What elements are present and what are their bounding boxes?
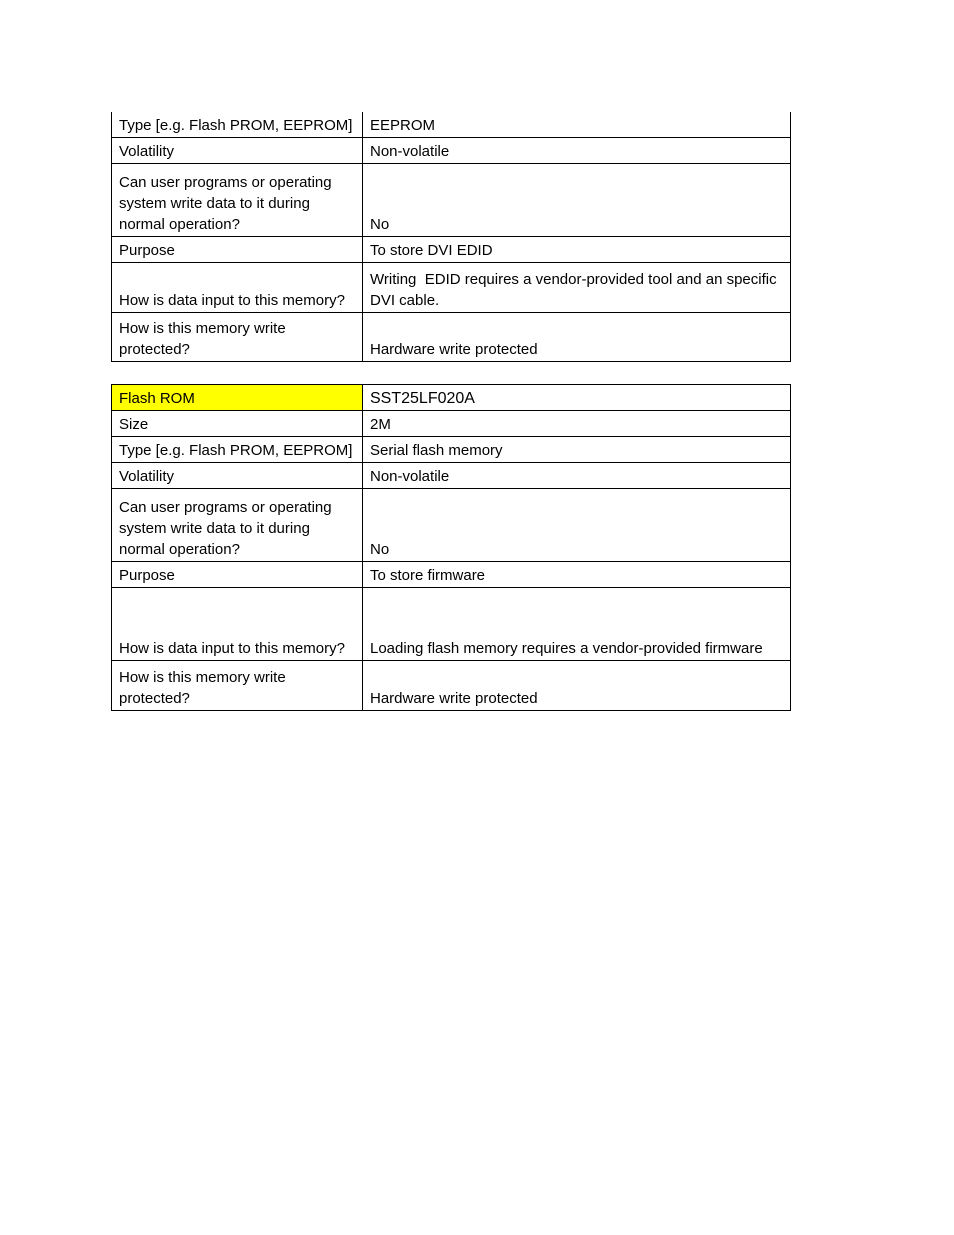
row-label-volatility: Volatility [112,137,363,163]
row-value-user-write: No [363,163,791,236]
row-value-user-write: No [363,489,791,562]
table-header-row [112,385,791,411]
table-row [112,489,791,562]
row-value-size: 2M [363,411,791,437]
row-value-purpose: To store DVI EDID [363,236,791,262]
table-row [112,562,791,588]
table-row [112,163,791,236]
table-row [112,411,791,437]
row-value-type: Serial flash memory [363,437,791,463]
row-value-write-protection: Hardware write protected [363,661,791,711]
row-value-volatility: Non-volatile [363,137,791,163]
table-row [112,463,791,489]
table-row [112,312,791,361]
row-value-write-protection: Hardware write protected [363,312,791,361]
table-row [112,112,791,137]
row-label-data-input: How is data input to this memory? [112,588,363,661]
row-label-user-write: Can user programs or operating system write data to it during normal operation? [112,163,363,236]
row-label-volatility: Volatility [112,463,363,489]
row-value-data-input: Loading flash memory requires a vendor-provided firmware [363,588,791,661]
row-label-data-input: How is data input to this memory? [112,262,363,312]
table-row [112,588,791,661]
row-label-purpose: Purpose [112,236,363,262]
row-label-user-write: Can user programs or operating system write data to it during normal operation? [112,489,363,562]
row-label-write-protection: How is this memory write protected? [112,661,363,711]
row-label-write-protection: How is this memory write protected? [112,312,363,361]
part-number: SST25LF020A [363,385,791,411]
table-row [112,262,791,312]
eeprom-memory-table [111,112,791,362]
row-label-type: Type [e.g. Flash PROM, EEPROM] [112,437,363,463]
table-row [112,437,791,463]
table-row [112,137,791,163]
flash-rom-memory-table [111,384,791,711]
row-value-data-input: Writing EDID requires a vendor-provided tool and an specific DVI cable. [363,262,791,312]
table-row [112,661,791,711]
table-row [112,236,791,262]
row-label-size: Size [112,411,363,437]
row-label-purpose: Purpose [112,562,363,588]
row-value-volatility: Non-volatile [363,463,791,489]
row-value-type: EEPROM [363,112,791,137]
memory-type-label-flash-rom: Flash ROM [112,385,363,411]
row-label-type: Type [e.g. Flash PROM, EEPROM] [112,112,363,137]
row-value-purpose: To store firmware [363,562,791,588]
